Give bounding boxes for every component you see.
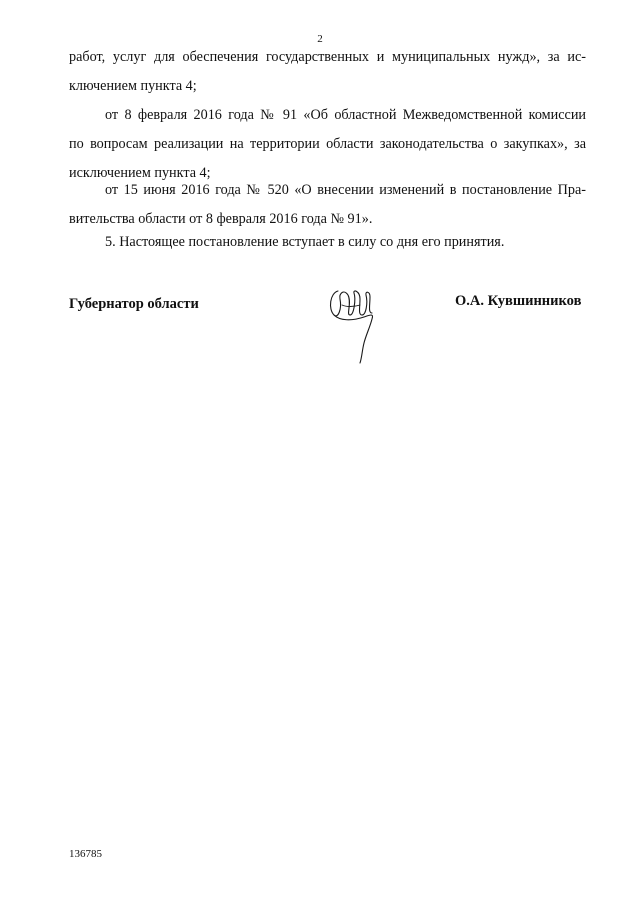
paragraph-line: 5. Настоящее постановление вступает в силу со дня его принятия.: [105, 234, 505, 250]
paragraph-line: ключением пункта 4;: [69, 78, 197, 94]
paragraph-line: вительства области от 8 февраля 2016 года № 91».: [69, 211, 373, 227]
paragraph-line: от 8 февраля 2016 года № 91 «Об областной Межведомственной комиссии: [105, 107, 586, 123]
page-number: 2: [317, 33, 323, 45]
document-number: 136785: [69, 848, 102, 860]
paragraph-line: исключением пункта 4;: [69, 165, 211, 181]
signatory-title: Губернатор области: [69, 296, 199, 312]
paragraph-line: по вопросам реализации на территории области законодательства о закупках», за: [69, 136, 586, 152]
handwritten-signature: [320, 285, 390, 365]
paragraph-line: от 15 июня 2016 года № 520 «О внесении изменений в постановление Пра-: [105, 182, 586, 198]
paragraph-line: работ, услуг для обеспечения государственных и муниципальных нужд», за ис-: [69, 49, 586, 65]
signatory-name: О.А. Кувшинников: [455, 293, 582, 309]
